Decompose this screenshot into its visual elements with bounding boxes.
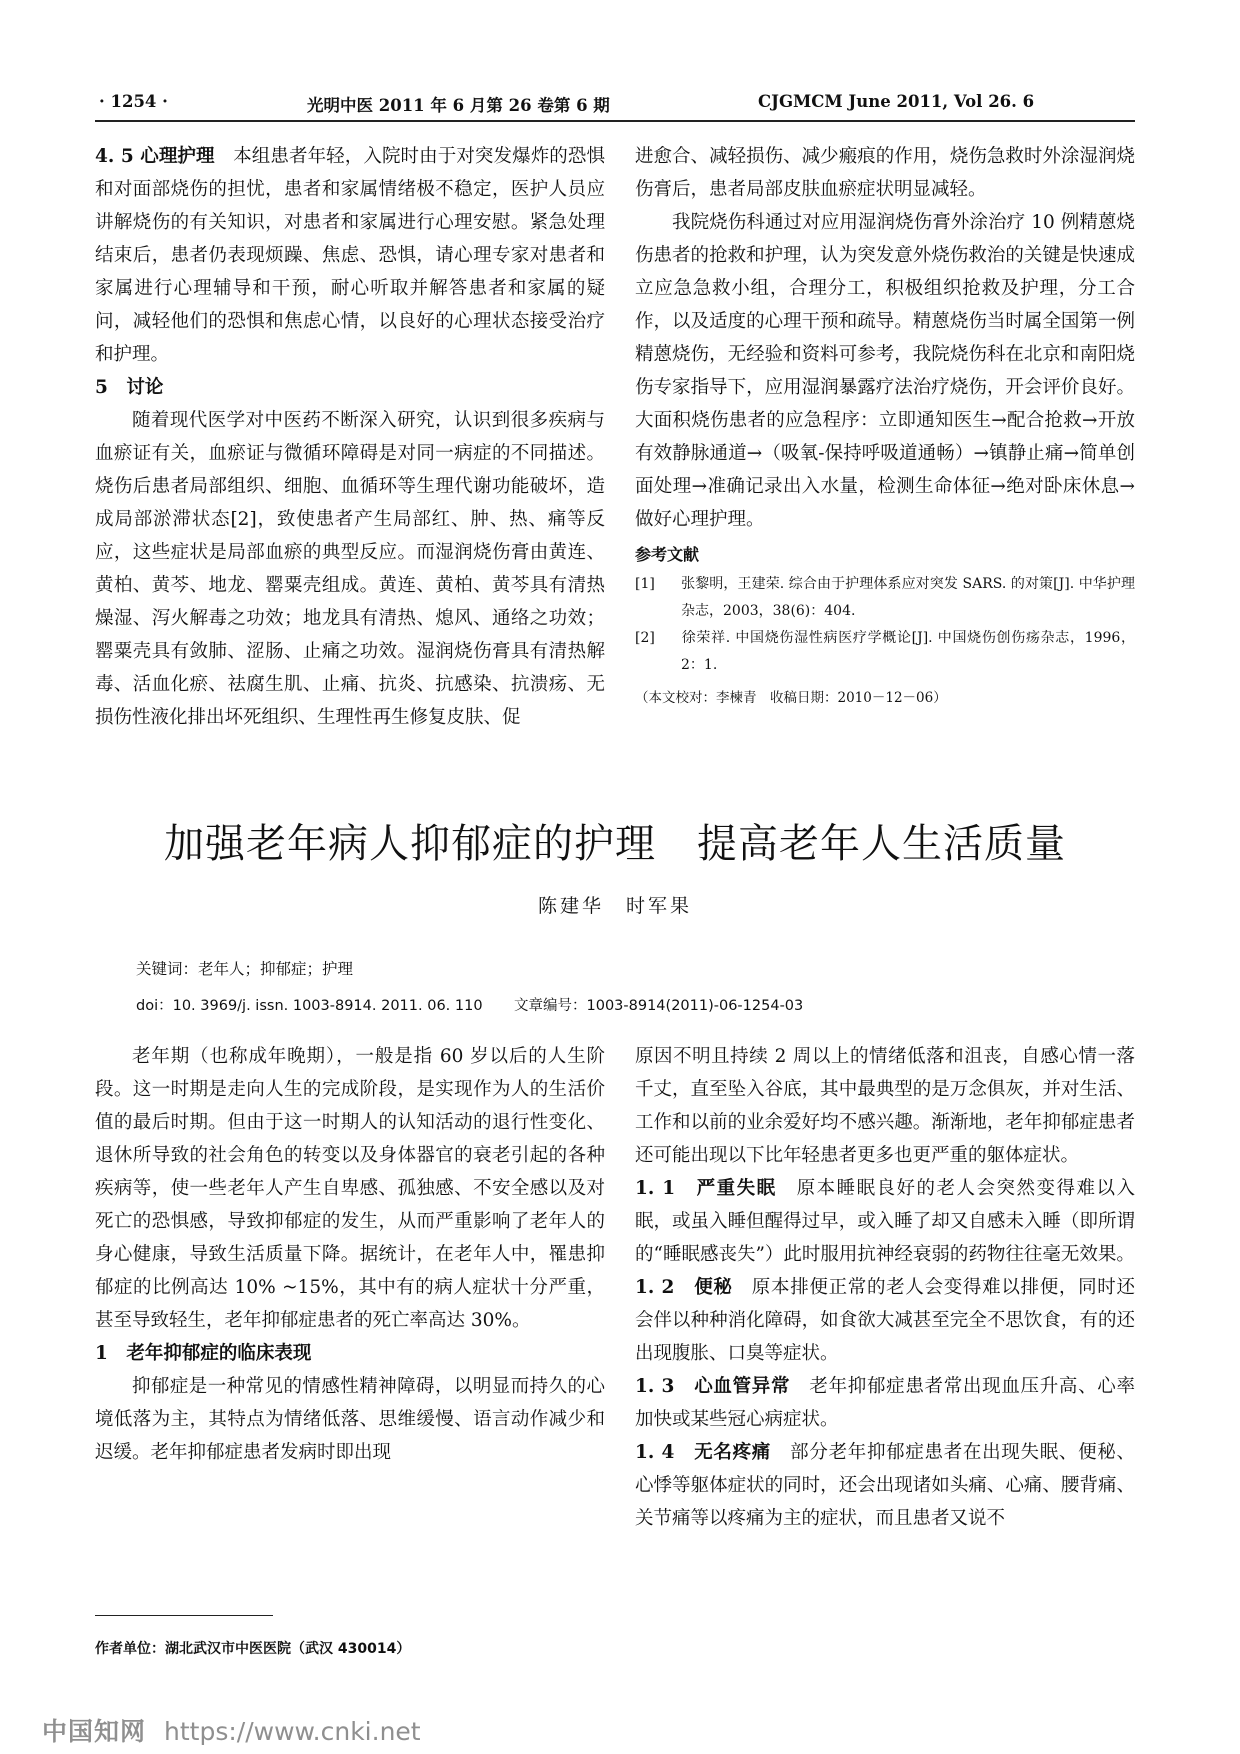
article-subsection-label: 1. 1 严重失眠 bbox=[635, 1178, 777, 1199]
article-number: 文章编号：1003-8914(2011)-06-1254-03 bbox=[514, 998, 804, 1014]
prev-paragraph-text: 本组患者年轻，入院时由于对突发爆炸的恐惧和对面部烧伤的担忧，患者和家属情绪极不稳定，医护人员应讲解烧伤的有关知识，对患者和家属进行心理安慰。紧急处理结束后，患者仍表现烦躁、焦虑、恐惧，请心理专家对患者和家属进行心理辅导和干预，耐心听取并解答患者和家属的疑问，减轻他们的恐惧和焦虑心情，以良好的心理状态接受治疗和护理。 bbox=[95, 146, 605, 365]
article-right-column bbox=[635, 1040, 1135, 1535]
article-paragraph-text: 原本排便正常的老人会变得难以排便，同时还会伴以种种消化障碍，如食欲大减甚至完全不思饮食，有的还出现腹胀、口臭等症状。 bbox=[635, 1277, 1135, 1364]
article-paragraph bbox=[635, 1040, 1135, 1172]
doi: doi：10. 3969/j. issn. 1003-8914. 2011. 06. 110 bbox=[136, 998, 483, 1014]
cnki-watermark bbox=[42, 1712, 421, 1748]
prev-article-right-column bbox=[635, 140, 1135, 713]
reference-number: [2] bbox=[635, 630, 655, 646]
reference-text: 徐荣祥. 中国烧伤湿性病医疗学概论[J]. 中国烧伤创伤疡杂志，1996，2：1. bbox=[681, 630, 1135, 673]
article-paragraph bbox=[95, 1370, 605, 1469]
article-paragraph-text: 老年抑郁症患者常出现血压升高、心率加快或某些冠心病症状。 bbox=[635, 1376, 1135, 1430]
article-paragraph-text: 老年期（也称成年晚期），一般是指 60 岁以后的人生阶段。这一时期是走向人生的完成阶段，是实现作为人的生活价值的最后时期。但由于这一时期人的认知活动的退行性变化、退休所导致的社会角色的转变以及身体器官的衰老引起的各种疾病等，使一些老年人产生自卑感、孤独感、不安全感以及对死亡的恐惧感，导致抑郁症的发生，从而严重影响了老年人的身心健康，导致生活质量下降。据统计，在老年人中，罹患抑郁症的比例高达 10% ~15%，其中有的病人症状十分严重，甚至导致轻生，老年抑郁症患者的死亡率高达 30%。 bbox=[95, 1046, 605, 1331]
article-paragraph-text: 部分老年抑郁症患者在出现失眠、便秘、心悸等躯体症状的同时，还会出现诸如头痛、心痛、腰背痛、关节痛等以疼痛为主的症状，而且患者又说不 bbox=[635, 1442, 1135, 1529]
article-paragraph bbox=[635, 1271, 1135, 1370]
article-paragraph bbox=[95, 1040, 605, 1337]
article-authors: 陈建华 时军果 bbox=[537, 895, 692, 917]
article-paragraph-text: 原因不明且持续 2 周以上的情绪低落和沮丧，自感心情一落千丈，直至坠入谷底，其中最典型的是万念俱灰，并对生活、工作和以前的业余爱好均不感兴趣。渐渐地，老年抑郁症患者还可能出现以下比年轻患者更多也更严重的躯体症状。 bbox=[635, 1046, 1135, 1166]
references-heading: 参考文献 bbox=[635, 545, 700, 564]
article-paragraph bbox=[635, 1436, 1135, 1535]
keywords: 关键词：老年人；抑郁症；护理 bbox=[136, 960, 354, 978]
cnki-url: https://www.cnki.net bbox=[164, 1717, 421, 1746]
footnote-rule bbox=[95, 1615, 273, 1616]
journal-issue-en: CJGMCM June 2011, Vol 26. 6 bbox=[758, 92, 1035, 111]
article-subsection-label: 1. 3 心血管异常 bbox=[635, 1376, 791, 1397]
article-left-column bbox=[95, 1040, 605, 1469]
doi-line bbox=[136, 994, 1126, 1016]
prev-article-right-body bbox=[635, 140, 1135, 536]
article-paragraph bbox=[635, 1172, 1135, 1271]
editor-note: （本文校对：李楝青 收稿日期：2010－12－06） bbox=[635, 690, 947, 706]
reference-item bbox=[635, 625, 1135, 679]
prev-paragraph bbox=[635, 206, 1135, 536]
reference-text: 张黎明，王建荣. 综合由于护理体系应对突发 SARS. 的对策[J]. 中华护理杂志，2003，38(6)：404. bbox=[681, 576, 1135, 619]
author-affiliation: 作者单位：湖北武汉市中医医院（武汉 430014） bbox=[95, 1641, 411, 1657]
reference-item bbox=[635, 571, 1135, 625]
cnki-logo: 中国知网 bbox=[42, 1717, 147, 1746]
prev-subsection-label: 4. 5 心理护理 bbox=[95, 146, 215, 167]
header-rule bbox=[95, 120, 1135, 122]
prev-paragraph-text: 进愈合、减轻损伤、减少瘢痕的作用，烧伤急救时外涂湿润烧伤膏后，患者局部皮肤血瘀症状明显减轻。 bbox=[635, 146, 1135, 200]
article-paragraph bbox=[635, 1370, 1135, 1436]
article-section-heading: 1 老年抑郁症的临床表现 bbox=[95, 1343, 312, 1364]
prev-paragraph bbox=[635, 140, 1135, 206]
prev-paragraph bbox=[95, 404, 605, 734]
prev-paragraph-text: 我院烧伤科通过对应用湿润烧伤膏外涂治疗 10 例精蒽烧伤患者的抢救和护理，认为突发意外烧伤救治的关键是快速成立应急急救小组，合理分工，积极组织抢救及护理，分工合作，以及适度的心理干预和疏导。精蒽烧伤当时属全国第一例精蒽烧伤，无经验和资料可参考，我院烧伤科在北京和南阳烧伤专家指导下，应用湿润暴露疗法治疗烧伤，开会评价良好。大面积烧伤患者的应急程序：立即通知医生→配合抢救→开放有效静脉通道→（吸氧-保持呼吸道通畅）→镇静止痛→简单创面处理→准确记录出入水量，检测生命体征→绝对卧床休息→做好心理护理。 bbox=[635, 212, 1135, 530]
article-paragraph-text: 抑郁症是一种常见的情感性精神障碍，以明显而持久的心境低落为主，其特点为情绪低落、思维缓慢、语言动作减少和迟缓。老年抑郁症患者发病时即出现 bbox=[95, 1376, 605, 1463]
prev-paragraph-text: 随着现代医学对中医药不断深入研究，认识到很多疾病与血瘀证有关，血瘀证与微循环障碍是对同一病症的不同描述。烧伤后患者局部组织、细胞、血循环等生理代谢功能破坏，造成局部淤滞状态[2]，致使患者产生局部红、肿、热、痛等反应，这些症状是局部血瘀的典型反应。而湿润烧伤膏由黄连、黄柏、黄芩、地龙、罂粟壳组成。黄连、黄柏、黄芩具有清热燥湿、泻火解毒之功效；地龙具有清热、熄风、通络之功效；罂粟壳具有敛肺、涩肠、止痛之功效。湿润烧伤膏具有清热解毒、活血化瘀、祛腐生肌、止痛、抗炎、抗感染、抗溃疡、无损伤性液化排出坏死组织、生理性再生修复皮肤、促 bbox=[95, 410, 605, 728]
running-header bbox=[95, 92, 1135, 120]
prev-article-left-column bbox=[95, 140, 605, 734]
prev-paragraph bbox=[95, 140, 605, 371]
article-subsection-label: 1. 4 无名疼痛 bbox=[635, 1442, 771, 1463]
journal-issue: 光明中医 2011 年 6 月第 26 卷第 6 期 bbox=[307, 96, 610, 115]
reference-number: [1] bbox=[635, 576, 655, 592]
article-paragraph-text: 原本睡眠良好的老人会突然变得难以入眠，或虽入睡但醒得过早，或入睡了却又自感未入睡（即所谓的“睡眠感丧失”）此时服用抗神经衰弱的药物往往毫无效果。 bbox=[635, 1178, 1135, 1265]
prev-section-heading: 5 讨论 bbox=[95, 377, 164, 398]
page-number: · 1254 · bbox=[99, 92, 168, 111]
article-subsection-label: 1. 2 便秘 bbox=[635, 1277, 733, 1298]
references-list bbox=[635, 571, 1135, 679]
article-title: 加强老年病人抑郁症的护理 提高老年人生活质量 bbox=[164, 821, 1066, 867]
